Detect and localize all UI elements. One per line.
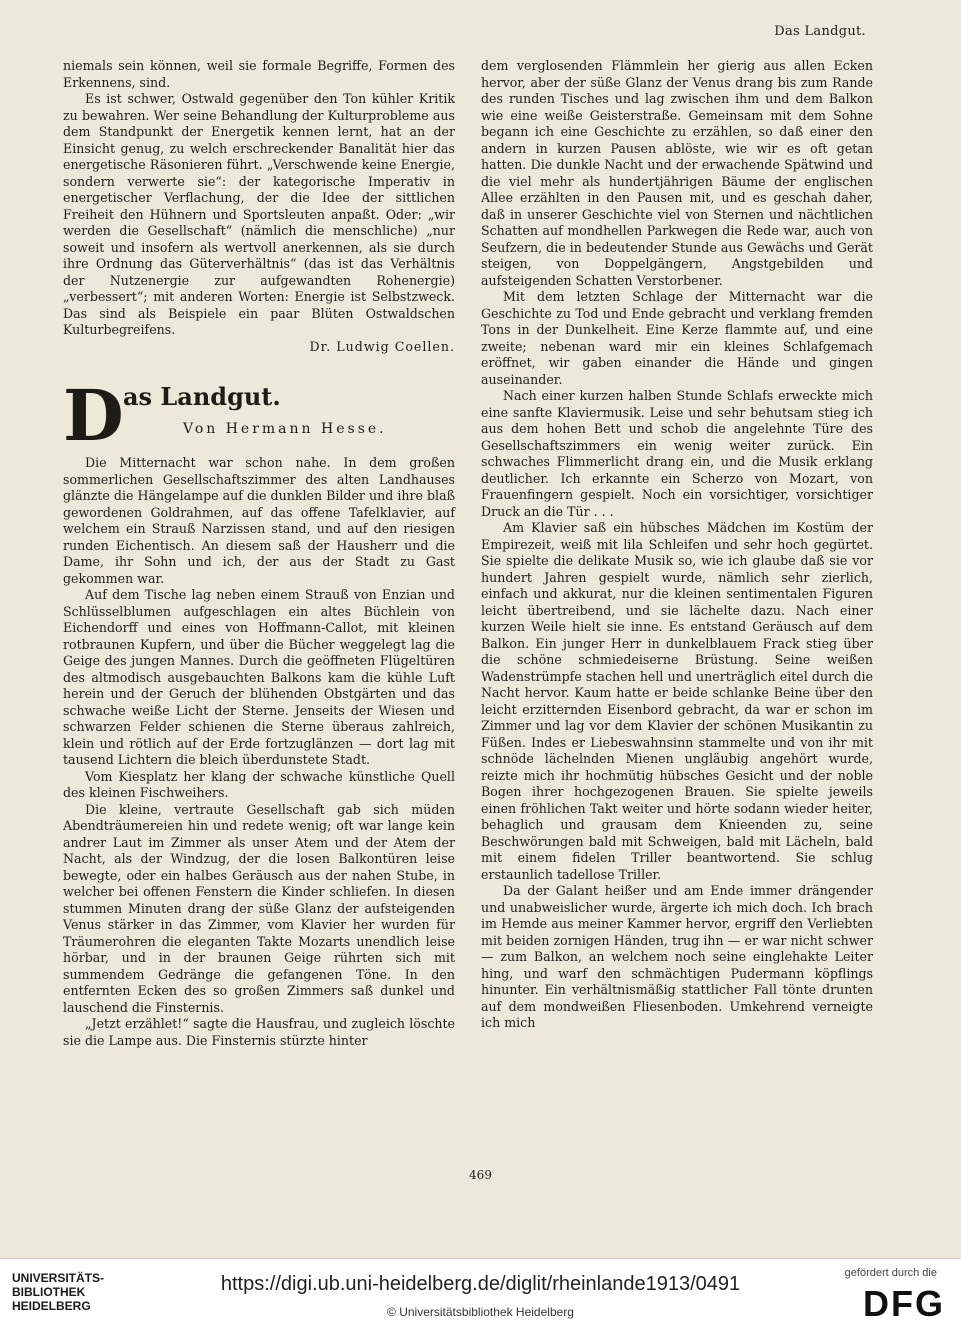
- dfg-logo[interactable]: DFG: [863, 1283, 945, 1324]
- paragraph: niemals sein können, weil sie formale Begriffe, Formen des Erkennens, sind.: [63, 58, 455, 90]
- article-heading: [63, 374, 455, 457]
- logo-line: UNIVERSITÄTS-: [12, 1271, 105, 1285]
- paragraph: Vom Kiesplatz her klang der schwache künstliche Quell des kleinen Fischweihers.: [63, 768, 455, 800]
- signature: Dr. Ludwig Coellen.: [309, 338, 455, 354]
- article-author: Von Hermann Hesse.: [183, 421, 387, 437]
- paragraph: Nach einer kurzen halben Stunde Schlafs erweckte mich eine sanfte Klaviermusik. Leise und sehr behutsam stieg ich aus dem hohen Bett und schob die angelehnte Türe des Gesellschaftszimmers ein wenig weiter zurück. Ein schwaches Flimmerlicht drang ein, und die Musik erklang deutlicher. Ich erkannte ein Scherzo von Mozart, von Frauenfingern gespielt. Noch ein vorsichtiger, vorsichtiger Druck an die Tür . . .: [481, 388, 873, 519]
- paragraph: Mit dem letzten Schlage der Mitternacht war die Geschichte zu Tod und Ende gebracht und verklang fremden Tons in der Dunkelheit. Eine Kerze flammte auf, und eine zweite; nebenan ward mir ein kleines Schlafgemach eröffnet, wir gaben einander die Hände und gingen auseinander.: [481, 289, 873, 387]
- paragraph: Die Mitternacht war schon nahe. In dem großen sommerlichen Gesellschaftszimmer des alten Landhauses glänzte die Hängelampe auf die dunklen Bilder und ihre blaß gewordenen Goldrahmen, auf das offene Tafelklavier, auf welchem ein Strauß Narzissen stand, und auf den riesigen runden Eichentisch. An diesem saß der Hausherr und die Dame, ihr Sohn und ich, der aus der Stadt zu Gast gekommen war.: [63, 455, 455, 586]
- funding-note: gefördert durch die: [844, 1267, 937, 1279]
- paragraph: Da der Galant heißer und am Ende immer drängender und unabweislicher wurde, ärgerte ich mich doch. Ich brach im Hemde aus meiner Kammer hervor, ergriff den Verliebten mit beiden zornigen Händen, trug ihn — er war nicht schwer — zum Balkon, an welchem noch seine einglehakte Leiter hing, und warf den schmächtigen Pudermann köpflings hinunter. Ein verhältnismäßig stattlicher Fall tönte drunten auf dem mondweißen Fliesenboden. Umkehrend verneigte ich mich: [481, 883, 873, 1030]
- article-title: as Landgut.: [123, 382, 281, 411]
- logo-line: HEIDELBERG: [12, 1299, 91, 1313]
- paragraph: Es ist schwer, Ostwald gegenüber den Ton kühler Kritik zu bewahren. Wer seine Behandlung der Kulturprobleme aus dem Standpunkt der Energetik kennen lernt, hat an der Einsicht genug, zu welch erschreckender Banalität hier das energetische Räsonieren führt. „Verschwende keine Energie, sondern verwerte sie“: der kategorische Imperativ in energetischer Verflachung, der die Idee der sittlichen Freiheit den Hühnern und Sportsleuten anpaßt. Oder: „wir werden die Gesellschaft“ (nämlich die menschliche) „nur soweit und insofern als wertvoll anerkennen, als sie durch ihre Ordnung das Güterverhältnis“ (das ist das Verhältnis der Nutzenergie zur aufgewandten Rohenergie) „verbessert“; mit anderen Worten: Energie ist Selbstzweck. Das sind als Beispiele ein paar Blüten Ostwaldschen Kulturbegreifens.: [63, 91, 455, 337]
- page-number: 469: [469, 1168, 492, 1182]
- paragraph: Am Klavier saß ein hübsches Mädchen im Kostüm der Empirezeit, weiß mit lila Schleifen und sehr hoch gegürtet. Sie spielte die delikate Musik so, wie ich glaube daß sie vor hundert Jahren gespielt wurde, nämlich sehr zierlich, einfach und akkurat, nur die kleinen sentimentalen Figuren leicht übertreibend, und sie lächelte dazu. Nach einer kurzen Weile hielt sie inne. Es entstand Geräusch auf dem Balkon. Ein junger Herr in dunkelblauem Frack stieg über die schöne schmiedeiserne Brüstung. Seine weißen Wadenstrümpfe stachen hell und unerträglich eitel durch die Nacht hervor. Kaum hatte er beide schlanke Beine über den leicht erzitternden Eisenbord gebracht, da war er schon im Zimmer und lag vor dem Klavier der schönen Musikantin zu Füßen. Indes er Liebeswahnsinn stammelte und von ihr mit schnöde lächelnden Mienen ungläubig angehört wurde, reizte mich ihr hochmütig hübsches Gesicht und der noble Bogen ihrer hochgezogenen Brauen. Sie spielte jeweils einen fröhlichen Takt weiter und hörte sodann wieder heiter, behaglich und grausam dem Knieenden zu, seine Beschwörungen bald mit Schweigen, bald mit Lächeln, bald mit einem fidelen Triller beantwortend. Sie schlug erstaunlich tadellose Triller.: [481, 520, 873, 882]
- paragraph: dem verglosenden Flämmlein her gierig aus allen Ecken hervor, aber der süße Glanz der Venus drang bis zum Rande des runden Tisches und lag zwischen ihm und dem Balkon wie eine weiße Geisterstraße. Gemeinsam mit dem Sohne begann ich eine Geschichte zu erzählen, so daß einer den andern in kurzen Pausen ablöste, wie wir es oft getan hatten. Die dunkle Nacht und der erwachende Spätwind und die viel mehr als hundertjährigen Bäume der englischen Allee erzählten in den Pausen mit, und es geschah daher, daß in unserer Geschichte viel von Sternen und nächtlichen Schatten auf mondhellen Parkwegen die Rede war, auch von Seufzern, die in bedeutender Stunde aus Gewächs und Gerät steigen, von Doppelgängern, Angstgebilden und aufsteigenden Schatten Verstorbener.: [481, 58, 873, 288]
- footer-bar: [0, 1258, 961, 1335]
- right-column: [481, 58, 873, 1032]
- logo-line: BIBLIOTHEK: [12, 1285, 86, 1299]
- paragraph: Auf dem Tische lag neben einem Strauß von Enzian und Schlüsselblumen aufgeschlagen ein altes Büchlein von Eichendorff und eines von Hoffmann-Callot, mit kleinen rotbraunen Kupfern, und über die Bücher weggelegt lag die Geige des jungen Mannes. Durch die geöffneten Flügeltüren des altmodisch ausgebauchten Balkons kam die kühle Luft herein und der Geruch der blühenden Obstgärten und das schwache weiße Licht der Sterne. Jenseits der Wiesen und schwarzen Felder schienen die Sterne überaus zahlreich, klein und rötlich auf der Erde fortzuglänzen — dort lag mit tausend Lichtern die bleich überdunstete Stadt.: [63, 587, 455, 767]
- running-head: Das Landgut.: [774, 24, 866, 39]
- left-column: [63, 58, 455, 1049]
- copyright-text: © Universitätsbibliothek Heidelberg: [387, 1305, 574, 1319]
- dropcap: D: [63, 374, 124, 457]
- paragraph: „Jetzt erzählet!“ sagte die Hausfrau, und zugleich löschte sie die Lampe aus. Die Finsternis stürzte hinter: [63, 1016, 455, 1048]
- paragraph: Die kleine, vertraute Gesellschaft gab sich müden Abendträumereien hin und redete wenig; oft war lange kein andrer Laut im Zimmer als unser Atem und der Atem der Nacht, als der Windzug, der die losen Balkontüren leise bewegte, oder ein halbes Geräusch aus der nahen Stube, in welcher bei offenen Fenstern die Kinder schliefen. In diesen stummen Minuten drang der süße Glanz der aufsteigenden Venus stärker in das Zimmer, vom Klavier her wurden für Träumerohren die eleganten Takte Mozarts unendlich leise hörbar, und in der braunen Geige rührten sich mit summendem Gedränge die gefangenen Töne. In den entfernten Ecken des so großen Zimmers saß dunkel und lauschend die Finsternis.: [63, 801, 455, 1015]
- permalink[interactable]: https://digi.ub.uni-heidelberg.de/diglit/rheinlande1913/0491: [220, 1273, 741, 1295]
